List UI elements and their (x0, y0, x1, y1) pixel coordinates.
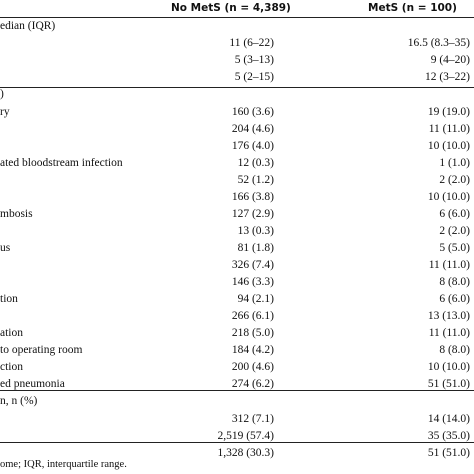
value-mets: 5 (5.0) (439, 242, 470, 254)
value-no-mets: 5 (2–15) (234, 71, 274, 83)
table-row (0, 393, 474, 410)
value-mets: 10 (10.0) (427, 191, 470, 203)
table-row (0, 274, 474, 291)
value-mets: 8 (8.0) (439, 344, 470, 356)
table-row (0, 189, 474, 206)
header-mets: MetS (n = 100) (368, 2, 457, 14)
value-no-mets: 266 (6.1) (231, 310, 274, 322)
value-no-mets: 200 (4.6) (231, 361, 274, 373)
table-row (0, 69, 474, 86)
table-row (0, 104, 474, 121)
value-no-mets: 326 (7.4) (231, 259, 274, 271)
table-row (0, 257, 474, 274)
value-no-mets: 81 (1.8) (237, 242, 274, 254)
value-mets: 13 (13.0) (427, 310, 470, 322)
table-footnote: ome; IQR, interquartile range. (0, 459, 127, 470)
table-row (0, 308, 474, 325)
value-no-mets: 274 (6.2) (231, 378, 274, 390)
table-row (0, 411, 474, 428)
row-label: edian (IQR) (0, 20, 56, 32)
row-label: us (0, 242, 11, 254)
row-label: ed pneumonia (0, 378, 65, 390)
table-row (0, 342, 474, 359)
table-row (0, 428, 474, 445)
value-no-mets: 127 (2.9) (231, 208, 274, 220)
table-row (0, 121, 474, 138)
value-mets: 1 (1.0) (439, 157, 470, 169)
table-row (0, 291, 474, 308)
table-row (0, 206, 474, 223)
table-row (0, 138, 474, 155)
value-no-mets: 2,519 (57.4) (217, 430, 274, 442)
value-mets: 11 (11.0) (428, 123, 470, 135)
table-row (0, 86, 474, 103)
value-mets: 16.5 (8.3–35) (407, 37, 470, 49)
table-row (0, 359, 474, 376)
value-no-mets: 184 (4.2) (231, 344, 274, 356)
value-mets: 51 (51.0) (427, 447, 470, 459)
value-no-mets: 176 (4.0) (231, 140, 274, 152)
value-mets: 10 (10.0) (427, 140, 470, 152)
value-mets: 51 (51.0) (427, 378, 470, 390)
value-no-mets: 13 (0.3) (237, 225, 274, 237)
value-no-mets: 146 (3.3) (231, 276, 274, 288)
table-row (0, 18, 474, 35)
value-mets: 6 (6.0) (439, 293, 470, 305)
table-row (0, 35, 474, 52)
value-mets: 19 (19.0) (427, 106, 470, 118)
header-no-mets: No MetS (n = 4,389) (171, 2, 291, 14)
value-mets: 9 (4–20) (430, 54, 470, 66)
value-mets: 6 (6.0) (439, 208, 470, 220)
value-no-mets: 12 (0.3) (237, 157, 274, 169)
value-mets: 11 (11.0) (428, 259, 470, 271)
value-mets: 11 (11.0) (428, 327, 470, 339)
table-row (0, 376, 474, 393)
value-no-mets: 94 (2.1) (237, 293, 274, 305)
row-label: n, n (%) (0, 395, 38, 407)
value-no-mets: 11 (6–22) (229, 37, 274, 49)
row-label: ry (0, 106, 10, 118)
value-mets: 35 (35.0) (427, 430, 470, 442)
table-row (0, 325, 474, 342)
value-mets: 14 (14.0) (427, 413, 470, 425)
table-row (0, 172, 474, 189)
table-row (0, 240, 474, 257)
row-label: ction (0, 361, 23, 373)
value-mets: 2 (2.0) (439, 225, 470, 237)
value-no-mets: 166 (3.8) (231, 191, 274, 203)
row-label: to operating room (0, 344, 83, 356)
value-mets: 12 (3–22) (424, 71, 470, 83)
value-mets: 10 (10.0) (427, 361, 470, 373)
value-no-mets: 5 (3–13) (234, 54, 274, 66)
table-row (0, 155, 474, 172)
value-no-mets: 218 (5.0) (231, 327, 274, 339)
row-label: mbosis (0, 208, 33, 220)
value-mets: 8 (8.0) (439, 276, 470, 288)
table-row (0, 223, 474, 240)
value-no-mets: 160 (3.6) (231, 106, 274, 118)
value-no-mets: 1,328 (30.3) (217, 447, 274, 459)
row-label: ation (0, 327, 23, 339)
value-no-mets: 312 (7.1) (231, 413, 274, 425)
value-no-mets: 52 (1.2) (237, 174, 274, 186)
row-label: ) (0, 88, 4, 100)
table-row (0, 52, 474, 69)
value-no-mets: 204 (4.6) (231, 123, 274, 135)
row-label: tion (0, 293, 18, 305)
row-label: ated bloodstream infection (0, 157, 123, 169)
value-mets: 2 (2.0) (439, 174, 470, 186)
